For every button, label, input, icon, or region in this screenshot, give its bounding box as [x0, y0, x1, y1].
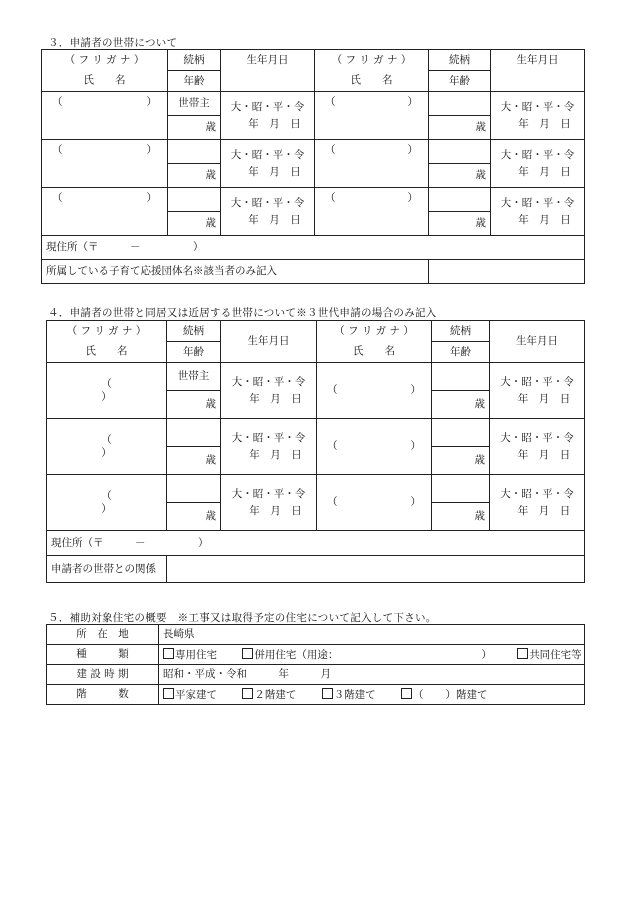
two-story-checkbox[interactable]: [242, 688, 253, 699]
birthdate-field[interactable]: 大・昭・平・令 年 月 日: [221, 475, 317, 531]
age-field[interactable]: 歳: [168, 212, 221, 236]
location-field[interactable]: 長崎県: [159, 625, 585, 645]
floors-label: 階 数: [47, 685, 159, 705]
age-field[interactable]: 歳: [167, 503, 221, 531]
name-field[interactable]: （ ）: [47, 475, 167, 531]
relation-field[interactable]: [429, 92, 491, 116]
age-field[interactable]: 歳: [432, 391, 490, 419]
birthdate-field[interactable]: 大・昭・平・令 年 月 日: [221, 419, 317, 475]
age-field[interactable]: 歳: [168, 164, 221, 188]
relation-field[interactable]: [432, 363, 490, 391]
name-header: 氏 名: [317, 342, 432, 363]
birthdate-field[interactable]: 大・昭・平・令 年 月 日: [490, 419, 585, 475]
birthdate-header: 生年月日: [491, 50, 585, 92]
name-field[interactable]: （ ）: [315, 92, 429, 140]
furigana-header: （ フ リ ガ ナ ）: [315, 50, 429, 71]
relation-to-applicant-label: 申請者の世帯との関係: [47, 556, 167, 583]
shared-checkbox[interactable]: [517, 648, 528, 659]
name-field[interactable]: （ ）: [317, 419, 432, 475]
relation-field[interactable]: [429, 188, 491, 212]
name-field[interactable]: （ ）: [47, 363, 167, 419]
relation-to-applicant-field[interactable]: [167, 556, 585, 583]
relation-field[interactable]: [432, 419, 490, 447]
other-story-option: ）階建て: [445, 688, 488, 701]
name-header: 氏 名: [47, 342, 167, 363]
combined-checkbox[interactable]: [242, 648, 253, 659]
birthdate-field[interactable]: 大・昭・平・令 年 月 日: [221, 140, 315, 188]
birthdate-field[interactable]: 大・昭・平・令 年 月 日: [221, 92, 315, 140]
relation-field[interactable]: [168, 188, 221, 212]
combined-close: ）: [481, 648, 492, 661]
relation-header: 続柄: [167, 321, 221, 342]
age-header: 年齢: [168, 71, 221, 92]
birthdate-field[interactable]: 大・昭・平・令 年 月 日: [491, 92, 585, 140]
construction-period-field[interactable]: 昭和・平成・令和 年 月: [159, 665, 585, 685]
age-header: 年齢: [167, 342, 221, 363]
age-field[interactable]: 歳: [429, 116, 491, 140]
other-story-checkbox[interactable]: [401, 688, 412, 699]
birthdate-header: 生年月日: [221, 50, 315, 92]
furigana-header: （ フ リ ガ ナ ）: [47, 321, 167, 342]
birthdate-field[interactable]: 大・昭・平・令 年 月 日: [221, 188, 315, 236]
age-field[interactable]: 歳: [432, 503, 490, 531]
name-field[interactable]: （ ）: [47, 419, 167, 475]
three-story-checkbox[interactable]: [322, 688, 333, 699]
relation-field[interactable]: [432, 475, 490, 503]
relation-field[interactable]: 世帯主: [167, 363, 221, 391]
support-group-field[interactable]: [429, 260, 585, 284]
age-field[interactable]: 歳: [168, 116, 221, 140]
flat-checkbox[interactable]: [163, 688, 174, 699]
floors-options: [159, 685, 585, 705]
location-label: 所 在 地: [47, 625, 159, 645]
name-header: 氏 名: [42, 71, 168, 92]
section-3-title: ３．申請者の世帯について: [48, 37, 178, 49]
name-field[interactable]: （ ）: [42, 188, 168, 236]
section-3-table: [41, 49, 585, 284]
age-field[interactable]: 歳: [167, 391, 221, 419]
age-header: 年齢: [429, 71, 491, 92]
address-field[interactable]: 現住所（〒 － ）: [42, 236, 585, 260]
birthdate-header: 生年月日: [221, 321, 317, 363]
furigana-header: （ フ リ ガ ナ ）: [42, 50, 168, 71]
relation-header: 続柄: [429, 50, 491, 71]
relation-field[interactable]: [167, 475, 221, 503]
type-label: 種 類: [47, 645, 159, 665]
section-5-table: [46, 624, 585, 705]
furigana-header: （ フ リ ガ ナ ）: [317, 321, 432, 342]
section-5-title: ５．補助対象住宅の概要 ※工事又は取得予定の住宅について記入して下さい。: [48, 612, 437, 624]
two-story-option: ２階建て: [254, 688, 297, 701]
other-story-open: （: [413, 688, 424, 701]
name-field[interactable]: （ ）: [317, 475, 432, 531]
birthdate-field[interactable]: 大・昭・平・令 年 月 日: [490, 475, 585, 531]
name-field[interactable]: （ ）: [317, 363, 432, 419]
birthdate-header: 生年月日: [490, 321, 585, 363]
relation-field[interactable]: [167, 419, 221, 447]
shared-option: 共同住宅等: [529, 648, 582, 661]
birthdate-field[interactable]: 大・昭・平・令 年 月 日: [491, 140, 585, 188]
type-options: [159, 645, 585, 665]
relation-field[interactable]: 世帯主: [168, 92, 221, 116]
age-field[interactable]: 歳: [432, 447, 490, 475]
dedicated-checkbox[interactable]: [163, 648, 174, 659]
birthdate-field[interactable]: 大・昭・平・令 年 月 日: [221, 363, 317, 419]
name-field[interactable]: （ ）: [42, 140, 168, 188]
support-group-label: 所属している子育て応援団体名※該当者のみ記入: [42, 260, 429, 284]
section-4-title: ４．申請者の世帯と同居又は近居する世帯について※３世代申請の場合のみ記入: [48, 307, 437, 319]
section-4-table: [46, 320, 585, 583]
relation-field[interactable]: [429, 140, 491, 164]
age-field[interactable]: 歳: [167, 447, 221, 475]
address-field[interactable]: 現住所（〒 － ）: [47, 531, 585, 556]
name-header: 氏 名: [315, 71, 429, 92]
age-field[interactable]: 歳: [429, 164, 491, 188]
birthdate-field[interactable]: 大・昭・平・令 年 月 日: [491, 188, 585, 236]
relation-header: 続柄: [432, 321, 490, 342]
age-field[interactable]: 歳: [429, 212, 491, 236]
name-field[interactable]: （ ）: [315, 140, 429, 188]
combined-option: 併用住宅（用途：: [254, 648, 339, 661]
name-field[interactable]: （ ）: [42, 92, 168, 140]
dedicated-option: 専用住宅: [175, 648, 217, 661]
relation-header: 続柄: [168, 50, 221, 71]
flat-option: 平家建て: [175, 688, 217, 701]
relation-field[interactable]: [168, 140, 221, 164]
three-story-option: ３階建て: [333, 688, 376, 701]
name-field[interactable]: （ ）: [315, 188, 429, 236]
birthdate-field[interactable]: 大・昭・平・令 年 月 日: [490, 363, 585, 419]
construction-period-label: 建 設 時 期: [47, 665, 159, 685]
age-header: 年齢: [432, 342, 490, 363]
